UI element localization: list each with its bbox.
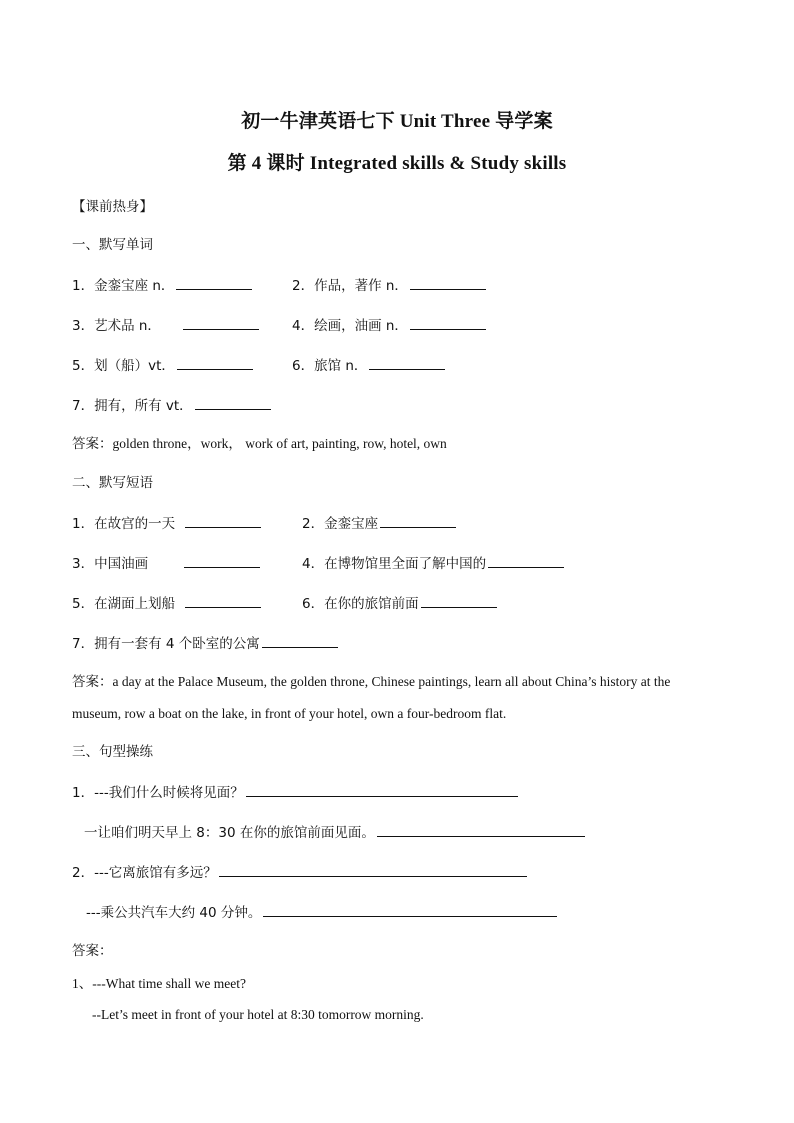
phrase-item-6-text: 6．在你的旅馆前面: [302, 596, 419, 612]
answer-blank[interactable]: [177, 356, 253, 370]
phrase-item-3-text: 3．中国油画: [72, 556, 149, 572]
answer-blank[interactable]: [176, 276, 252, 290]
document-subtitle: 第 4 课时 Integrated skills & Study skills: [227, 153, 567, 174]
sentence-item-1-reply: [84, 823, 585, 842]
sentence-item-2: [72, 863, 527, 882]
section1-answer: 答案：golden throne，work， work of art, painting, row, hotel, own: [72, 436, 447, 451]
answer-blank[interactable]: [219, 863, 527, 877]
phrase-item-5-text: 5．在湖面上划船: [72, 596, 176, 612]
phrase-item-1-text: 1．在故宫的一天: [72, 516, 176, 532]
word-item-2: [292, 276, 486, 295]
answer-blank[interactable]: [263, 903, 557, 917]
section2-answer-line-2: museum, row a boat on the lake, in front of your hotel, own a four-bedroom flat.: [72, 706, 507, 721]
answer-blank[interactable]: [185, 514, 261, 528]
section1-heading: 一、默写单词: [72, 237, 153, 253]
word-item-6-text: 6．旅馆 n．: [292, 358, 368, 374]
answer-blank[interactable]: [369, 356, 445, 370]
sentence-item-2-reply: [86, 903, 557, 922]
sentence-item-1-reply-text: 一让咱们明天早上 8：30 在你的旅馆前面见面。: [84, 825, 375, 841]
word-item-2-text: 2．作品，著作 n．: [292, 278, 408, 294]
answer-blank[interactable]: [184, 554, 260, 568]
phrase-item-7-text: 7．拥有一套有 4 个卧室的公寓: [72, 636, 260, 652]
section2-answer-line-1: 答案：a day at the Palace Museum, the golden throne, Chinese paintings, learn all about China’s history at the: [72, 674, 671, 689]
sentence-item-1: [72, 783, 518, 802]
section3-heading: 三、句型操练: [72, 744, 153, 760]
answer-blank[interactable]: [421, 594, 497, 608]
word-item-5: [72, 356, 253, 375]
phrase-item-2-text: 2．金銮宝座: [302, 516, 379, 532]
answer-blank[interactable]: [380, 514, 456, 528]
phrase-item-4: [302, 554, 564, 573]
word-item-3: [72, 316, 259, 335]
phrase-item-4-text: 4．在博物馆里全面了解中国的: [302, 556, 487, 572]
word-item-7: [72, 396, 271, 415]
answer-blank[interactable]: [185, 594, 261, 608]
word-item-4: [292, 316, 486, 335]
section3-answer-label: 答案：: [72, 943, 113, 959]
answer-blank[interactable]: [183, 316, 259, 330]
phrase-item-5: [72, 594, 261, 613]
answer-blank[interactable]: [195, 396, 271, 410]
word-item-4-text: 4．绘画，油画 n．: [292, 318, 408, 334]
word-item-1: [72, 276, 252, 295]
sentence-item-2-text: 2．---它离旅馆有多远？: [72, 865, 217, 881]
phrase-item-2: [302, 514, 456, 533]
section3-answer-line-2: --Let’s meet in front of your hotel at 8:30 tomorrow morning.: [92, 1007, 424, 1022]
word-item-5-text: 5．划（船）vt．: [72, 358, 175, 374]
word-item-3-text: 3．艺术品 n．: [72, 318, 161, 334]
section3-answer-line-1: 1、---What time shall we meet?: [72, 976, 246, 991]
phrase-item-3: [72, 554, 260, 573]
document-title: 初一牛津英语七下 Unit Three 导学案: [241, 111, 553, 132]
answer-blank[interactable]: [488, 554, 564, 568]
answer-blank[interactable]: [410, 276, 486, 290]
sentence-item-2-reply-text: ---乘公共汽车大约 40 分钟。: [86, 905, 262, 921]
section2-heading: 二、默写短语: [72, 475, 153, 491]
answer-blank[interactable]: [246, 783, 518, 797]
word-item-6: [292, 356, 445, 375]
warmup-label: 【课前热身】: [72, 199, 153, 215]
answer-blank[interactable]: [410, 316, 486, 330]
sentence-item-1-text: 1．---我们什么时候将见面？: [72, 785, 244, 801]
answer-blank[interactable]: [377, 823, 585, 837]
phrase-item-1: [72, 514, 261, 533]
word-item-7-text: 7．拥有，所有 vt．: [72, 398, 193, 414]
phrase-item-7: [72, 634, 338, 653]
word-item-1-text: 1．金銮宝座 n．: [72, 278, 175, 294]
answer-blank[interactable]: [262, 634, 338, 648]
phrase-item-6: [302, 594, 497, 613]
